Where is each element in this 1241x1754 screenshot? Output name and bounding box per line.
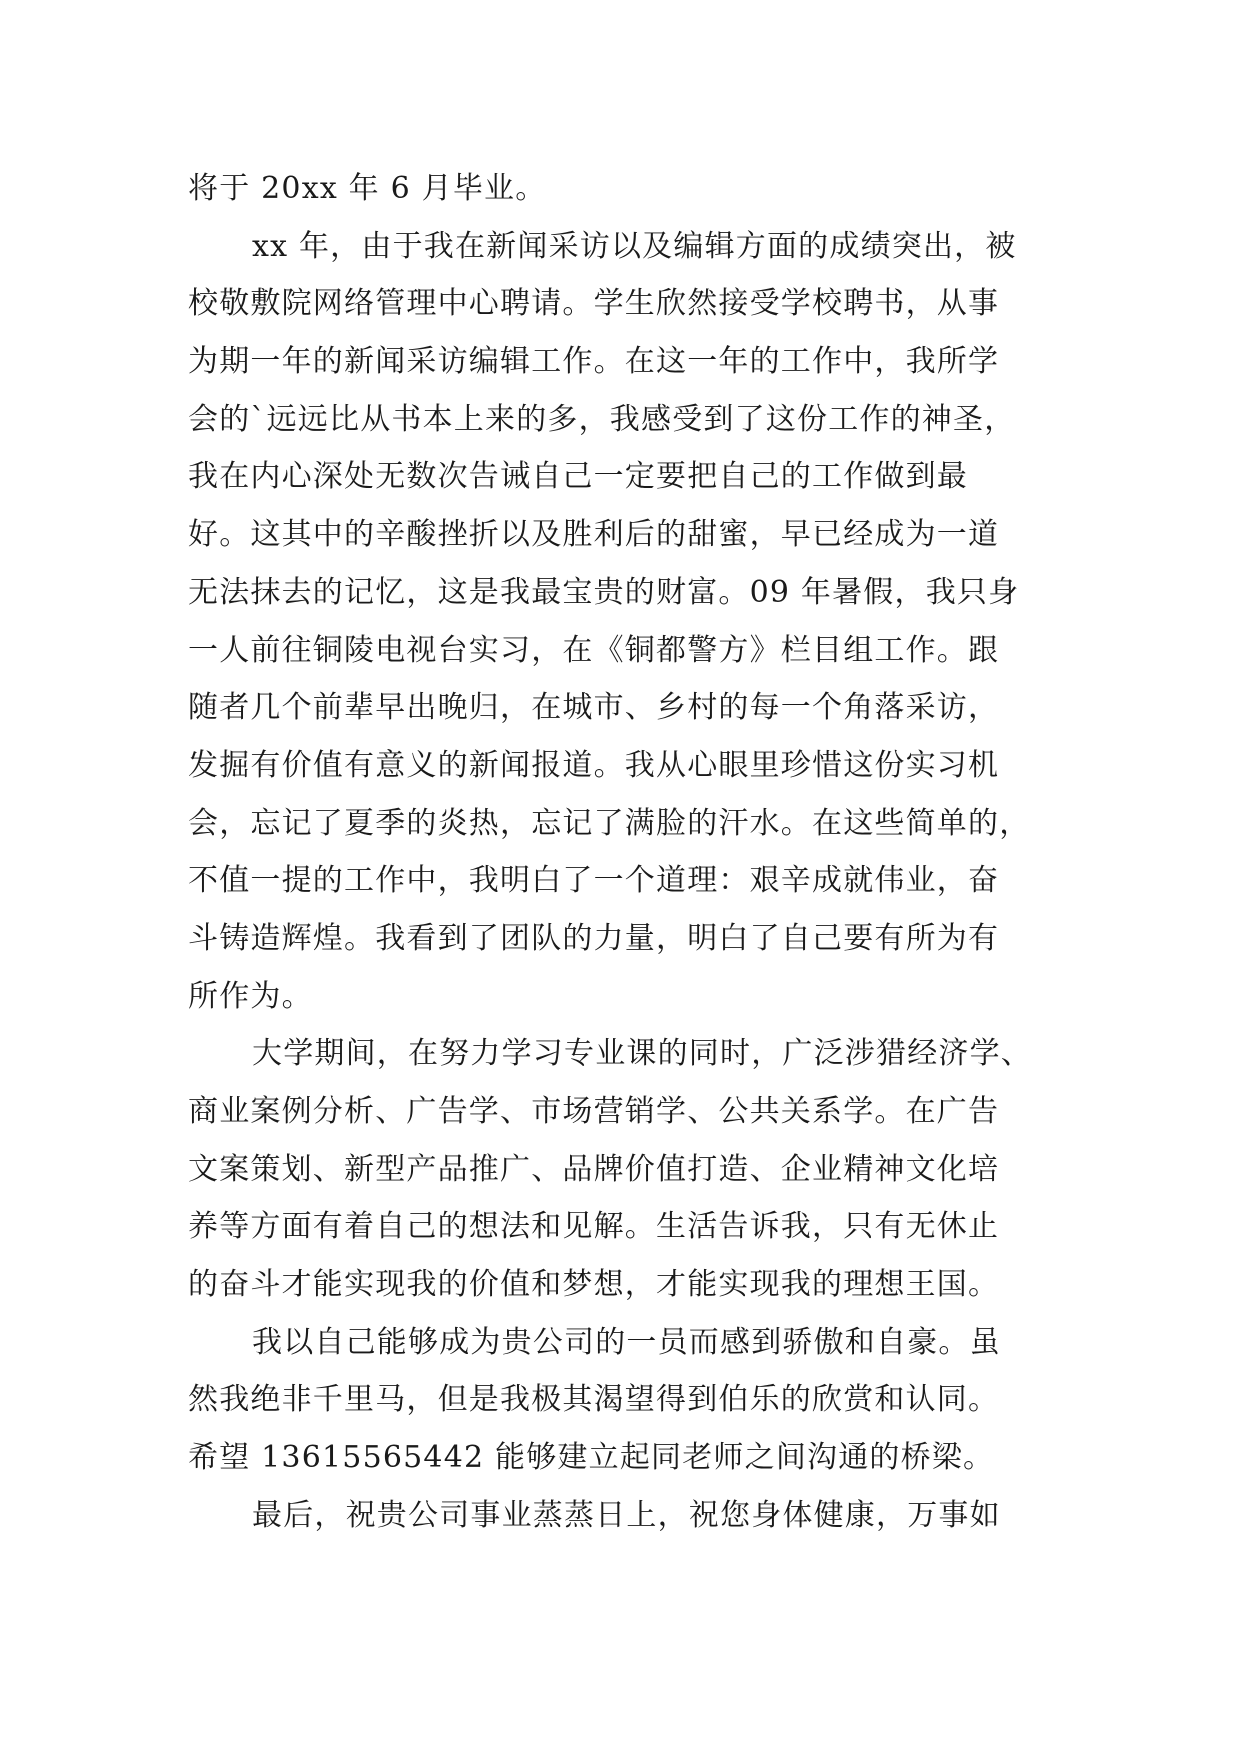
text-line: 我以自己能够成为贵公司的一员而感到骄傲和自豪。虽 (252, 1324, 1001, 1360)
text-line: 将于 20xx 年 6 月毕业。 (188, 171, 547, 206)
text-line: 商业案例分析、广告学、市场营销学、公共关系学。在广告 (188, 1094, 1000, 1129)
text-line: 斗铸造辉煌。我看到了团队的力量，明白了自己要有所为有 (188, 920, 1000, 956)
text-line: xx 年，由于我在新闻采访以及编辑方面的成绩突出，被 (252, 228, 1017, 264)
text-line: 养等方面有着自己的想法和见解。生活告诉我，只有无休止 (188, 1209, 1000, 1245)
text-line: 大学期间，在努力学习专业课的同时，广泛涉猎经济学、 (252, 1036, 1032, 1072)
text-line: 希望 13615565442 能够建立起同老师之间沟通的桥梁。 (188, 1440, 995, 1476)
text-line: 一人前往铜陵电视台实习，在《铜都警方》栏目组工作。跟 (188, 632, 1000, 668)
text-line: 校敬敷院网络管理中心聘请。学生欣然接受学校聘书，从事 (188, 286, 1000, 322)
letter-body (188, 160, 1048, 1545)
text-line: 我在内心深处无数次告诫自己一定要把自己的工作做到最 (188, 459, 968, 495)
text-line: 无法抹去的记忆，这是我最宝贵的财富。09 年暑假，我只身 (188, 574, 1020, 610)
text-line: 会，忘记了夏季的炎热，忘记了满脸的汗水。在这些简单的， (188, 805, 1031, 841)
text-line: 发掘有价值有意义的新闻报道。我从心眼里珍惜这份实习机 (188, 747, 1000, 783)
text-line: 会的`远远比从书本上来的多，我感受到了这份工作的神圣， (188, 401, 1016, 437)
text-line: 好。这其中的辛酸挫折以及胜利后的甜蜜，早已经成为一道 (188, 517, 1000, 553)
text-line: 随者几个前辈早出晚归，在城市、乡村的每一个角落采访， (188, 690, 1000, 726)
text-line: 文案策划、新型产品推广、品牌价值打造、企业精神文化培 (188, 1151, 1000, 1187)
text-line: 的奋斗才能实现我的价值和梦想，才能实现我的理想王国。 (188, 1267, 1000, 1303)
text-line: 为期一年的新闻采访编辑工作。在这一年的工作中，我所学 (188, 344, 1000, 380)
text-line: 然我绝非千里马，但是我极其渴望得到伯乐的欣赏和认同。 (188, 1382, 1000, 1418)
text-line: 所作为。 (188, 978, 313, 1014)
text-line: 不值一提的工作中，我明白了一个道理：艰辛成就伟业，奋 (188, 863, 1000, 899)
text-line: 最后，祝贵公司事业蒸蒸日上，祝您身体健康，万事如 (252, 1497, 1001, 1533)
